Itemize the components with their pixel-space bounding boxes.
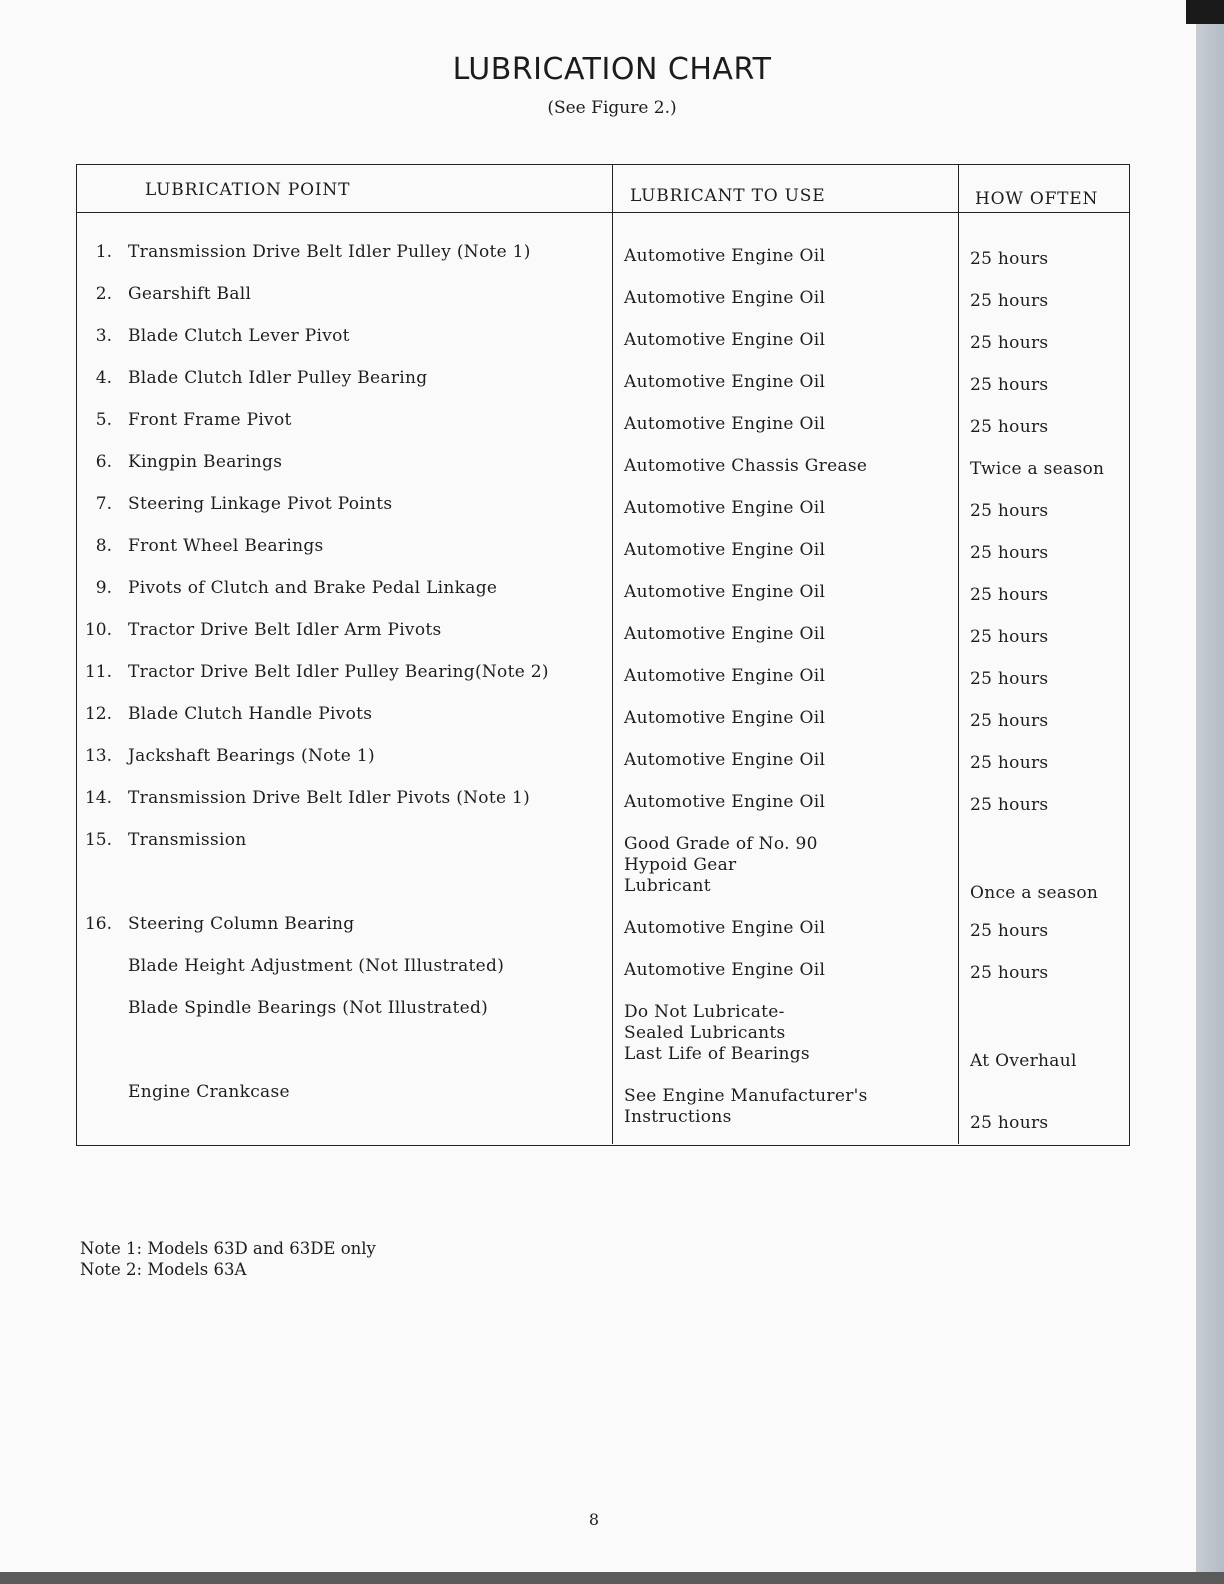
lubrication-point: Blade Clutch Lever Pivot (128, 326, 350, 346)
frequency: 25 hours (970, 585, 1049, 605)
frequency: At Overhaul (970, 1051, 1077, 1071)
header-rule (76, 212, 1130, 213)
frequency: 25 hours (970, 753, 1049, 773)
lubricant: See Engine Manufacturer's Instructions (624, 1086, 868, 1127)
lubrication-point: Tractor Drive Belt Idler Arm Pivots (128, 620, 442, 640)
lubricant: Automotive Engine Oil (624, 960, 826, 980)
row-number: 3. (95, 326, 112, 346)
lubrication-point: Tractor Drive Belt Idler Pulley Bearing(Note 2) (128, 662, 549, 682)
lubrication-point: Gearshift Ball (128, 284, 252, 304)
row-number: 9. (95, 578, 112, 598)
page-bottom-edge (0, 1572, 1224, 1584)
lubricant: Automotive Engine Oil (624, 624, 826, 644)
frequency: 25 hours (970, 291, 1049, 311)
lubricant: Automotive Engine Oil (624, 372, 826, 392)
lubricant: Do Not Lubricate- Sealed Lubricants Last Life of Bearings (624, 1002, 810, 1064)
page-corner (1186, 0, 1224, 24)
lubricant: Automotive Engine Oil (624, 708, 826, 728)
row-number: 2. (95, 284, 112, 304)
lubricant: Automotive Engine Oil (624, 666, 826, 686)
lubricant: Automotive Engine Oil (624, 750, 826, 770)
row-number: 14. (84, 788, 112, 808)
column-divider (958, 164, 959, 1144)
lubricant: Automotive Engine Oil (624, 246, 826, 266)
footnote: Note 2: Models 63A (80, 1260, 247, 1279)
row-number: 10. (84, 620, 112, 640)
row-number: 4. (95, 368, 112, 388)
row-number: 12. (84, 704, 112, 724)
frequency: 25 hours (970, 375, 1049, 395)
header-frequency: HOW OFTEN (975, 189, 1099, 209)
lubricant: Automotive Engine Oil (624, 498, 826, 518)
footnote: Note 1: Models 63D and 63DE only (80, 1239, 376, 1258)
lubricant: Automotive Engine Oil (624, 792, 826, 812)
frequency: 25 hours (970, 795, 1049, 815)
row-number: 8. (95, 536, 112, 556)
header-lubrication-point: LUBRICATION POINT (145, 180, 351, 200)
lubrication-point: Front Frame Pivot (128, 410, 292, 430)
row-number: 15. (84, 830, 112, 850)
lubricant: Automotive Engine Oil (624, 288, 826, 308)
lubrication-point: Transmission (128, 830, 247, 850)
lubrication-point: Kingpin Bearings (128, 452, 283, 472)
row-number: 6. (95, 452, 112, 472)
frequency: 25 hours (970, 669, 1049, 689)
frequency: 25 hours (970, 627, 1049, 647)
frequency: 25 hours (970, 921, 1049, 941)
frequency: 25 hours (970, 963, 1049, 983)
page-edge (1196, 0, 1224, 1584)
lubrication-point: Blade Clutch Handle Pivots (128, 704, 373, 724)
page-subtitle: (See Figure 2.) (547, 98, 677, 118)
row-number: 16. (84, 914, 112, 934)
column-divider (612, 164, 613, 1144)
lubrication-point: Blade Clutch Idler Pulley Bearing (128, 368, 428, 388)
lubrication-point: Blade Spindle Bearings (Not Illustrated) (128, 998, 489, 1018)
row-number: 1. (95, 242, 112, 262)
lubrication-point: Steering Linkage Pivot Points (128, 494, 393, 514)
lubrication-point: Engine Crankcase (128, 1082, 290, 1102)
lubricant: Automotive Engine Oil (624, 414, 826, 434)
frequency: 25 hours (970, 711, 1049, 731)
frequency: 25 hours (970, 249, 1049, 269)
lubrication-point: Pivots of Clutch and Brake Pedal Linkage (128, 578, 498, 598)
row-number: 5. (95, 410, 112, 430)
lubrication-point: Front Wheel Bearings (128, 536, 324, 556)
frequency: 25 hours (970, 501, 1049, 521)
lubricant: Automotive Engine Oil (624, 582, 826, 602)
lubrication-point: Transmission Drive Belt Idler Pulley (Note 1) (128, 242, 531, 262)
frequency: 25 hours (970, 1113, 1049, 1133)
lubrication-point: Jackshaft Bearings (Note 1) (128, 746, 375, 766)
lubricant: Automotive Engine Oil (624, 540, 826, 560)
frequency: 25 hours (970, 543, 1049, 563)
frequency: Twice a season (970, 459, 1105, 479)
lubricant: Automotive Engine Oil (624, 918, 826, 938)
frequency: 25 hours (970, 333, 1049, 353)
footnotes (80, 1238, 376, 1280)
lubricant: Automotive Engine Oil (624, 330, 826, 350)
row-number: 13. (84, 746, 112, 766)
lubrication-point: Steering Column Bearing (128, 914, 355, 934)
header-lubricant: LUBRICANT TO USE (630, 186, 826, 206)
frequency: Once a season (970, 883, 1099, 903)
row-number: 7. (95, 494, 112, 514)
page-number: 8 (588, 1510, 600, 1529)
page-title: LUBRICATION CHART (452, 52, 772, 87)
lubrication-point: Blade Height Adjustment (Not Illustrated) (128, 956, 505, 976)
row-number: 11. (84, 662, 112, 682)
frequency: 25 hours (970, 417, 1049, 437)
lubrication-point: Transmission Drive Belt Idler Pivots (Note 1) (128, 788, 531, 808)
lubricant: Automotive Chassis Grease (624, 456, 868, 476)
lubricant: Good Grade of No. 90 Hypoid Gear Lubricant (624, 834, 818, 896)
